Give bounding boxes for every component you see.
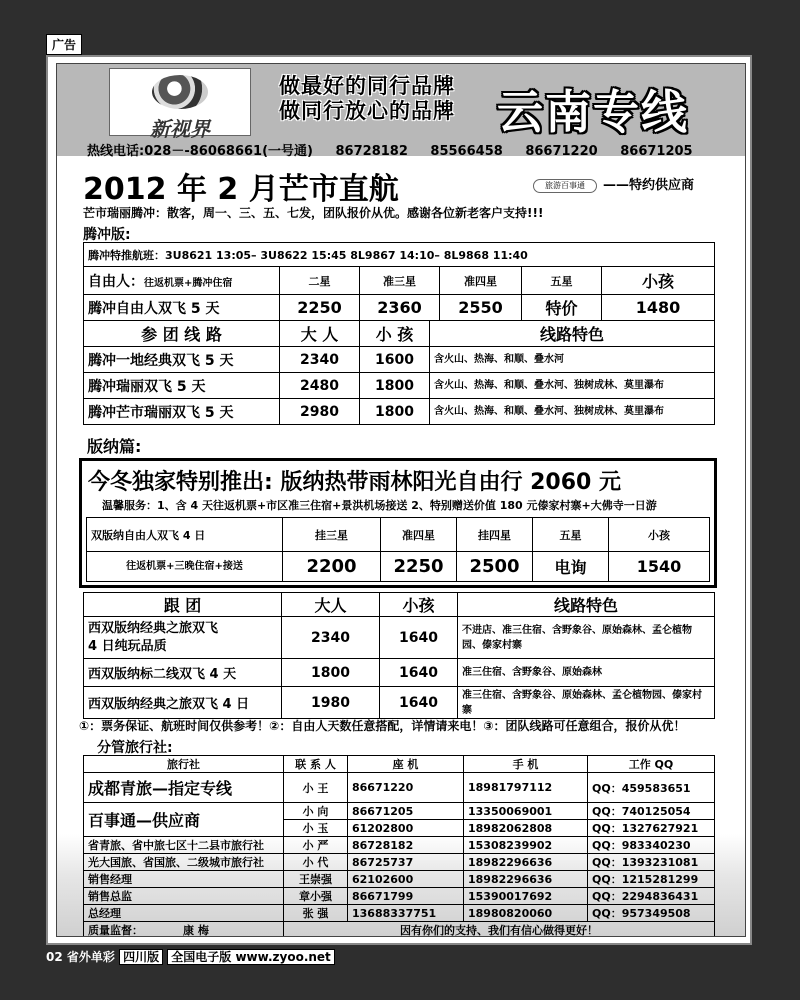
slogan-line-1: 做最好的同行品牌	[279, 74, 455, 98]
notes: ①：票务保证、航班时间仅供参考！②：自由人天数任意搭配，详情请来电！③：团队线路可任意组合，报价从优！	[79, 719, 686, 733]
flight-info: 腾冲特推航班：3U8621 13:05– 3U8622 15:45 8L9867 14:10– 8L9868 11:40	[84, 243, 715, 267]
yunnan-title: 云南专线	[497, 85, 689, 139]
landline: 62102600	[348, 871, 464, 888]
route-name: 腾冲自由人双飞 5 天	[84, 295, 280, 321]
adult-price: 2980	[280, 399, 360, 425]
page-footer	[46, 948, 335, 965]
price: 1540	[609, 552, 710, 582]
ad-page	[46, 55, 752, 945]
hotline-number: 86728182	[335, 144, 408, 159]
contact-name: 小 代	[284, 854, 348, 871]
sponsor	[533, 174, 694, 193]
route-feature: 不进店、准三住宿、含野象谷、原始森林、孟仑植物园、傣家村寨	[458, 617, 715, 659]
table-header: 旅行社	[84, 756, 284, 773]
child-price: 1640	[380, 617, 458, 659]
qq: QQ：2294836431	[588, 888, 715, 905]
hotline-number: 86671220	[525, 144, 598, 159]
landline: 13688337751	[348, 905, 464, 922]
route-name: 西双版纳标二线双飞 4 天	[84, 659, 282, 687]
child-price: 1640	[380, 659, 458, 687]
qq: QQ：740125054	[588, 803, 715, 820]
table-header: 大 人	[280, 321, 360, 347]
page-number: 02	[46, 950, 63, 964]
contact-name: 张 强	[284, 905, 348, 922]
qq: QQ：957349508	[588, 905, 715, 922]
landline: 86671205	[348, 803, 464, 820]
hotline-number: 86671205	[620, 144, 693, 159]
mobile: 18982062808	[464, 820, 588, 837]
table-header: 座 机	[348, 756, 464, 773]
route-name: 腾冲一地经典双飞 5 天	[84, 347, 280, 373]
table-header: 线路特色	[430, 321, 715, 347]
ad-tag: 广告	[46, 34, 82, 55]
table-header: 线路特色	[458, 593, 715, 617]
qq: QQ：1393231081	[588, 854, 715, 871]
route-name: 西双版纳经典之旅双飞 4 日	[84, 687, 282, 719]
banner-title: 今冬独家特别推出: 版纳热带雨林阳光自由行 2060 元	[88, 470, 622, 495]
contact-name: 小 严	[284, 837, 348, 854]
table-header: 大人	[282, 593, 380, 617]
agency-name: 总经理	[84, 905, 284, 922]
tengchong-free-table	[83, 242, 715, 321]
adult-price: 1800	[282, 659, 380, 687]
free-sub: 往返机票+腾冲住宿	[144, 277, 233, 289]
contact-name: 章小强	[284, 888, 348, 905]
ad-frame	[56, 63, 746, 937]
table-header: 小孩	[380, 593, 458, 617]
landline: 61202800	[348, 820, 464, 837]
table-header: 准四星	[440, 267, 522, 295]
route-name: 腾冲瑞丽双飞 5 天	[84, 373, 280, 399]
table-header: 小孩	[609, 518, 710, 552]
supervisor-label: 质量监督：	[88, 924, 143, 937]
company-logo	[109, 68, 251, 141]
qq: QQ：983340230	[588, 837, 715, 854]
table-header: 准三星	[360, 267, 440, 295]
contact-name: 王崇强	[284, 871, 348, 888]
swirl-logo-icon	[152, 75, 208, 109]
landline: 86725737	[348, 854, 464, 871]
logo-text: 新视界	[150, 117, 210, 141]
table-header: 跟 团	[84, 593, 282, 617]
free-sub: 往返机票+三晚住宿+接送	[87, 552, 283, 582]
route-feature: 含火山、热海、和顺、叠水河、独树成林、莫里瀑布	[430, 373, 715, 399]
child-price: 1600	[360, 347, 430, 373]
adult-price: 1980	[282, 687, 380, 719]
table-header: 挂四星	[457, 518, 533, 552]
adult-price: 2480	[280, 373, 360, 399]
sponsor-text: ——特约供应商	[603, 178, 695, 193]
sponsor-logo: 旅游百事通	[533, 179, 597, 193]
mobile: 18981797112	[464, 773, 588, 803]
hotline	[87, 140, 711, 159]
price: 2250	[280, 295, 360, 321]
qq: QQ：1215281299	[588, 871, 715, 888]
agency-name: 百事通—供应商	[84, 803, 284, 837]
banna-promo-banner	[79, 458, 717, 588]
banner-note: 温馨服务：1、含 4 天往返机票+市区准三住宿+景洪机场接送 2、特别赠送价值 180 元傣家村寨+大佛寺一日游	[102, 499, 657, 512]
table-header: 准四星	[381, 518, 457, 552]
free-label-cell	[84, 267, 280, 295]
mobile: 15308239902	[464, 837, 588, 854]
free-label: 自由人：	[88, 273, 144, 290]
table-header: 双版纳自由人双飞 4 日	[87, 518, 283, 552]
mobile: 15390017692	[464, 888, 588, 905]
price: 电询	[533, 552, 609, 582]
route-name: 腾冲芒市瑞丽双飞 5 天	[84, 399, 280, 425]
intro-text: 芒市瑞丽腾冲：散客，周一、三、五、七发，团队报价从优。感谢各位新老客户支持!!!	[83, 206, 544, 220]
contact-name: 小 王	[284, 773, 348, 803]
table-header: 联 系 人	[284, 756, 348, 773]
mobile: 18982296636	[464, 854, 588, 871]
table-header: 挂三星	[283, 518, 381, 552]
price: 2250	[381, 552, 457, 582]
section-title-branch: 分管旅行社:	[97, 740, 173, 756]
contact-name: 小 向	[284, 803, 348, 820]
agency-name: 光大国旅、省国旅、二级城市旅行社	[84, 854, 284, 871]
hotline-number: 85566458	[430, 144, 503, 159]
section-title-banna: 版纳篇:	[87, 437, 142, 456]
footer-section: 省外单彩	[66, 950, 115, 964]
edition-badge: 四川版	[119, 949, 163, 965]
mobile: 18980820060	[464, 905, 588, 922]
route-feature: 准三住宿、含野象谷、原始森林	[458, 659, 715, 687]
child-price: 1800	[360, 399, 430, 425]
banna-group-table	[83, 592, 715, 719]
landline: 86671799	[348, 888, 464, 905]
price: 特价	[522, 295, 602, 321]
agency-name: 销售总监	[84, 888, 284, 905]
tengchong-group-table	[83, 320, 715, 425]
main-title: 2012 年 2 月芒市直航	[83, 172, 399, 207]
price: 2200	[283, 552, 381, 582]
table-header: 工作 QQ	[588, 756, 715, 773]
hotline-label: 热线电话:028－-86068661(一号通)	[87, 144, 313, 159]
table-header: 小孩	[602, 267, 715, 295]
qq: QQ：1327627921	[588, 820, 715, 837]
banna-free-table	[86, 517, 710, 582]
table-header: 五星	[522, 267, 602, 295]
branch-table	[83, 755, 715, 937]
table-header: 参 团 线 路	[84, 321, 280, 347]
table-header: 手 机	[464, 756, 588, 773]
table-header: 小 孩	[360, 321, 430, 347]
adult-price: 2340	[280, 347, 360, 373]
mobile: 13350069001	[464, 803, 588, 820]
price: 2550	[440, 295, 522, 321]
closing-slogan: 因有你们的支持、我们有信心做得更好！	[284, 922, 715, 938]
table-header: 五星	[533, 518, 609, 552]
supervisor-name: 康 梅	[183, 924, 209, 937]
table-header: 二星	[280, 267, 360, 295]
slogan-line-2: 做同行放心的品牌	[279, 99, 455, 123]
contact-name: 小 玉	[284, 820, 348, 837]
supervisor-cell	[84, 922, 284, 938]
mobile: 18982296636	[464, 871, 588, 888]
child-price: 1640	[380, 687, 458, 719]
price: 2360	[360, 295, 440, 321]
landline: 86671220	[348, 773, 464, 803]
header-banner	[57, 64, 745, 159]
price: 2500	[457, 552, 533, 582]
route-feature: 含火山、热海、和顺、叠水河	[430, 347, 715, 373]
price: 1480	[602, 295, 715, 321]
route-feature: 含火山、热海、和顺、叠水河、独树成林、莫里瀑布	[430, 399, 715, 425]
child-price: 1800	[360, 373, 430, 399]
section-title-tengchong: 腾冲版:	[83, 227, 131, 243]
route-name: 西双版纳经典之旅双飞 4 日纯玩品质	[84, 617, 282, 659]
footer-site[interactable]: 全国电子版 www.zyoo.net	[167, 949, 335, 965]
qq: QQ：459583651	[588, 773, 715, 803]
agency-name: 省青旅、省中旅七区十二县市旅行社	[84, 837, 284, 854]
landline: 86728182	[348, 837, 464, 854]
slogan	[279, 74, 455, 124]
agency-name: 销售经理	[84, 871, 284, 888]
route-feature: 准三住宿、含野象谷、原始森林、孟仑植物园、傣家村寨	[458, 687, 715, 719]
agency-name: 成都青旅—指定专线	[84, 773, 284, 803]
adult-price: 2340	[282, 617, 380, 659]
